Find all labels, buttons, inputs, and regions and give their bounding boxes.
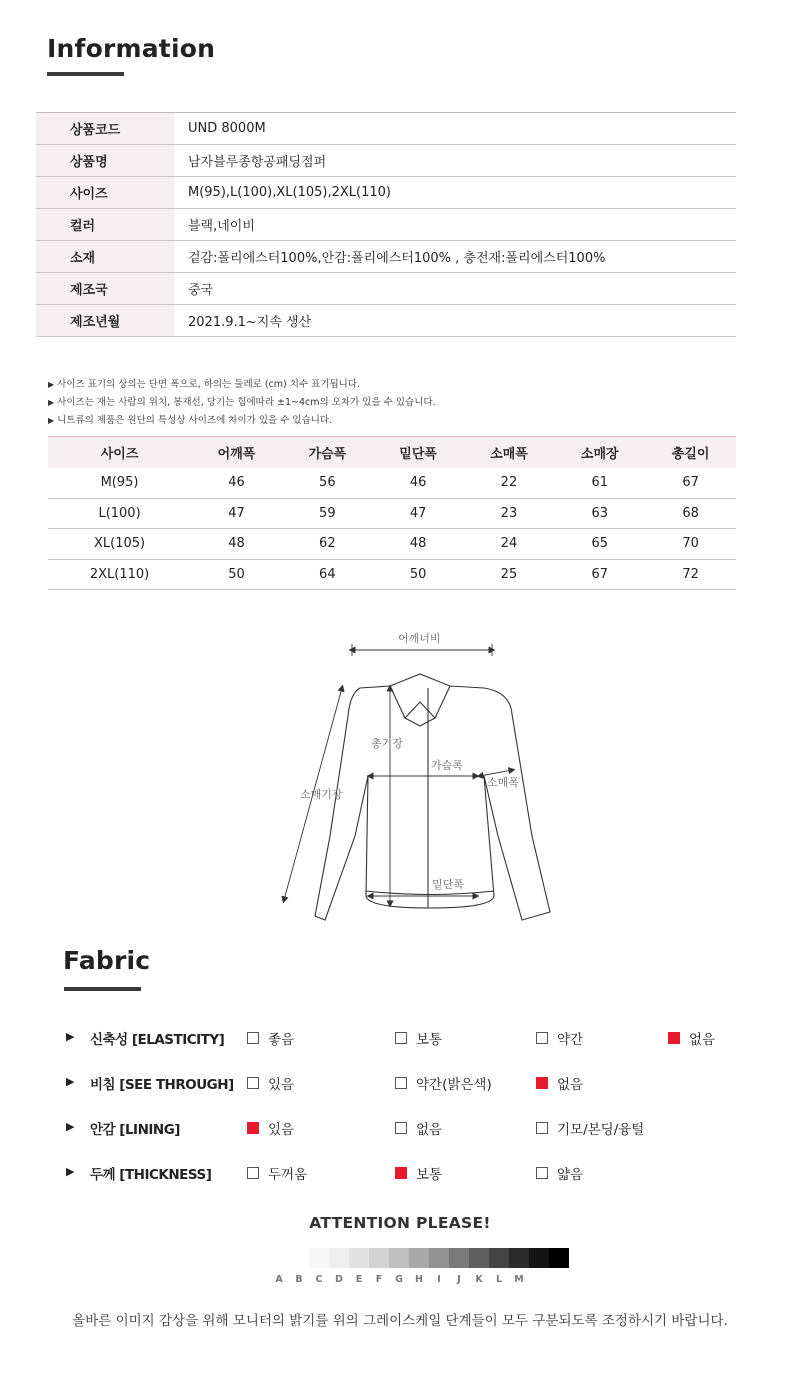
fabric-option-label: 두꺼움 — [268, 1167, 308, 1183]
triangle-bullet-icon: ▶ — [48, 416, 55, 425]
fabric-row — [0, 1027, 800, 1047]
fabric-option-label: 얇음 — [557, 1167, 584, 1183]
grayscale-swatch — [549, 1248, 569, 1268]
fabric-row-label: 안감 [LINING] — [90, 1122, 180, 1138]
fabric-option — [247, 1073, 294, 1093]
fabric-option — [395, 1163, 442, 1183]
note-text: 사이즈는 재는 사람의 위치, 봉재선, 당기는 힘에따라 ±1~4cm의 오차가 있을 수 있습니다. — [57, 397, 436, 408]
size-notes — [48, 376, 436, 430]
fabric-option-label: 보통 — [416, 1167, 443, 1183]
size-table-cell: 64 — [282, 559, 373, 590]
info-value: 2021.9.1~지속 생산 — [188, 315, 312, 330]
info-value: 겉감:폴리에스터100%,안감:폴리에스터100% , 충전재:폴리에스터100% — [188, 251, 606, 266]
fabric-option-label: 좋음 — [268, 1032, 295, 1048]
grayscale-swatch — [289, 1248, 309, 1268]
size-table-cell: 46 — [373, 468, 464, 499]
size-table-cell: 63 — [554, 498, 645, 529]
info-value: 남자블루종항공패딩점퍼 — [188, 155, 327, 170]
grayscale-letter: I — [437, 1274, 441, 1285]
grayscale-swatch — [529, 1248, 549, 1268]
size-table-header — [48, 437, 736, 468]
diagram-label-sleeve-length: 소매기장 — [300, 788, 343, 801]
unchecked-box-icon — [536, 1032, 548, 1044]
fabric-row-label: 두께 [THICKNESS] — [90, 1167, 212, 1183]
fabric-row-label: 비침 [SEE THROUGH] — [90, 1077, 234, 1093]
fabric-option — [536, 1118, 644, 1138]
note-line — [48, 412, 436, 430]
size-table — [48, 436, 736, 590]
info-key: 소재 — [36, 241, 174, 272]
grayscale-letter: C — [315, 1274, 323, 1285]
grayscale-swatch — [429, 1248, 449, 1268]
jacket-measurement-diagram — [270, 626, 570, 926]
fabric-title-underline — [64, 987, 141, 991]
fabric-option — [536, 1073, 583, 1093]
size-table-cell: 65 — [554, 529, 645, 560]
fabric-row — [0, 1072, 800, 1092]
fabric-option — [668, 1028, 715, 1048]
size-table-cell: 23 — [464, 498, 555, 529]
diagram-label-total-length: 총기장 — [371, 737, 403, 750]
grayscale-swatch — [409, 1248, 429, 1268]
unchecked-box-icon — [247, 1032, 259, 1044]
size-table-cell: 50 — [191, 559, 282, 590]
grayscale-letter: J — [457, 1274, 461, 1285]
info-key: 제조년월 — [36, 305, 174, 336]
fabric-option-label: 있음 — [268, 1122, 295, 1138]
size-table-header-cell: 사이즈 — [48, 437, 191, 468]
checked-box-icon — [395, 1167, 407, 1179]
info-key: 상품명 — [36, 145, 174, 176]
grayscale-swatch — [509, 1248, 529, 1268]
fabric-option — [395, 1118, 442, 1138]
fabric-option — [247, 1118, 294, 1138]
size-table-cell: M(95) — [48, 468, 191, 499]
size-table-cell: 24 — [464, 529, 555, 560]
size-table-cell: 72 — [645, 559, 736, 590]
size-table-row — [48, 498, 736, 529]
grayscale-labels — [269, 1274, 529, 1285]
info-key: 사이즈 — [36, 177, 174, 208]
fabric-option-label: 약간(밝은색) — [416, 1077, 492, 1093]
grayscale-letter: M — [514, 1274, 524, 1285]
size-table-cell: L(100) — [48, 498, 191, 529]
size-table-row — [48, 529, 736, 560]
size-table-header-cell: 가슴폭 — [282, 437, 373, 468]
grayscale-letter: F — [375, 1274, 383, 1285]
triangle-bullet-icon: ▶ — [48, 380, 55, 389]
grayscale-letter: G — [395, 1274, 403, 1285]
size-table-cell: 46 — [191, 468, 282, 499]
size-table-cell: 68 — [645, 498, 736, 529]
size-table-cell: 22 — [464, 468, 555, 499]
triangle-arrow-icon: ▶ — [66, 1030, 75, 1043]
grayscale-swatch — [329, 1248, 349, 1268]
note-line — [48, 376, 436, 394]
info-value: 블랙,네이비 — [188, 219, 255, 234]
size-table-cell: 56 — [282, 468, 373, 499]
fabric-option-label: 기모/본딩/융털 — [557, 1122, 645, 1138]
diagram-label-sleeve-width: 소매폭 — [487, 776, 519, 789]
grayscale-bar — [289, 1248, 569, 1268]
triangle-arrow-icon: ▶ — [66, 1120, 75, 1133]
information-title: Information — [47, 34, 216, 63]
unchecked-box-icon — [395, 1077, 407, 1089]
info-value: 중국 — [188, 283, 214, 298]
size-table-header-cell: 총길이 — [645, 437, 736, 468]
grayscale-letter: E — [355, 1274, 363, 1285]
info-value: UND 8000M — [188, 121, 266, 136]
size-table-cell: 47 — [191, 498, 282, 529]
size-table-cell: 67 — [645, 468, 736, 499]
unchecked-box-icon — [536, 1167, 548, 1179]
size-table-header-cell: 어깨폭 — [191, 437, 282, 468]
unchecked-box-icon — [395, 1032, 407, 1044]
fabric-option — [395, 1028, 442, 1048]
fabric-row — [0, 1162, 800, 1182]
fabric-row — [0, 1117, 800, 1137]
grayscale-letter: K — [475, 1274, 483, 1285]
grayscale-letter: A — [275, 1274, 283, 1285]
size-table-cell: 48 — [373, 529, 464, 560]
grayscale-letter: L — [495, 1274, 503, 1285]
fabric-option-label: 없음 — [689, 1032, 716, 1048]
triangle-arrow-icon: ▶ — [66, 1165, 75, 1178]
size-table-cell: 48 — [191, 529, 282, 560]
info-row — [36, 145, 736, 177]
fabric-option-label: 있음 — [268, 1077, 295, 1093]
size-table-cell: 70 — [645, 529, 736, 560]
fabric-option-label: 약간 — [557, 1032, 584, 1048]
size-table-header-cell: 소매폭 — [464, 437, 555, 468]
fabric-option-label: 보통 — [416, 1032, 443, 1048]
checked-box-icon — [536, 1077, 548, 1089]
grayscale-swatch — [309, 1248, 329, 1268]
size-table-cell: 25 — [464, 559, 555, 590]
grayscale-swatch — [349, 1248, 369, 1268]
note-line — [48, 394, 436, 412]
grayscale-letter: H — [415, 1274, 423, 1285]
unchecked-box-icon — [395, 1122, 407, 1134]
info-row — [36, 305, 736, 337]
info-row — [36, 209, 736, 241]
fabric-option — [247, 1163, 307, 1183]
diagram-label-chest: 가슴폭 — [431, 759, 463, 772]
checked-box-icon — [247, 1122, 259, 1134]
grayscale-letter: B — [295, 1274, 303, 1285]
fabric-option — [247, 1028, 294, 1048]
fabric-option-label: 없음 — [557, 1077, 584, 1093]
info-row — [36, 177, 736, 209]
unchecked-box-icon — [247, 1077, 259, 1089]
diagram-label-hem: 밑단폭 — [432, 878, 464, 891]
unchecked-box-icon — [247, 1167, 259, 1179]
size-table-cell: 47 — [373, 498, 464, 529]
information-title-underline — [47, 72, 124, 76]
note-text: 사이즈 표기의 상의는 단면 폭으로, 하의는 둘레로 (cm) 치수 표기됩니다. — [57, 379, 361, 390]
grayscale-letter: D — [335, 1274, 343, 1285]
brightness-note: 올바른 이미지 감상을 위해 모니터의 밝기를 위의 그레이스케일 단계들이 모두 구분되도록 조정하시기 바랍니다. — [72, 1313, 728, 1329]
size-table-cell: 61 — [554, 468, 645, 499]
triangle-arrow-icon: ▶ — [66, 1075, 75, 1088]
size-table-cell: XL(105) — [48, 529, 191, 560]
fabric-option — [395, 1073, 492, 1093]
size-table-header-cell: 소매장 — [554, 437, 645, 468]
size-table-row — [48, 468, 736, 499]
grayscale-swatch — [449, 1248, 469, 1268]
checked-box-icon — [668, 1032, 680, 1044]
fabric-option-label: 없음 — [416, 1122, 443, 1138]
size-table-header-cell: 밑단폭 — [373, 437, 464, 468]
grayscale-swatch — [369, 1248, 389, 1268]
info-row — [36, 241, 736, 273]
attention-title: ATTENTION PLEASE! — [309, 1214, 491, 1232]
triangle-bullet-icon: ▶ — [48, 398, 55, 407]
info-key: 컬러 — [36, 209, 174, 240]
diagram-label-shoulder: 어깨너비 — [398, 632, 441, 645]
info-row — [36, 113, 736, 145]
info-key: 상품코드 — [36, 113, 174, 144]
unchecked-box-icon — [536, 1122, 548, 1134]
product-info-table — [36, 112, 736, 337]
size-table-cell: 59 — [282, 498, 373, 529]
size-table-cell: 2XL(110) — [48, 559, 191, 590]
grayscale-swatch — [489, 1248, 509, 1268]
size-table-row — [48, 559, 736, 590]
size-table-cell: 62 — [282, 529, 373, 560]
fabric-option — [536, 1028, 583, 1048]
info-value: M(95),L(100),XL(105),2XL(110) — [188, 185, 391, 200]
size-table-cell: 67 — [554, 559, 645, 590]
grayscale-swatch — [469, 1248, 489, 1268]
fabric-option — [536, 1163, 583, 1183]
fabric-row-label: 신축성 [ELASTICITY] — [90, 1032, 225, 1048]
info-row — [36, 273, 736, 305]
size-table-cell: 50 — [373, 559, 464, 590]
note-text: 니트류의 제품은 원단의 특성상 사이즈에 차이가 있을 수 있습니다. — [57, 415, 333, 426]
grayscale-swatch — [389, 1248, 409, 1268]
info-key: 제조국 — [36, 273, 174, 304]
fabric-title: Fabric — [63, 946, 151, 975]
